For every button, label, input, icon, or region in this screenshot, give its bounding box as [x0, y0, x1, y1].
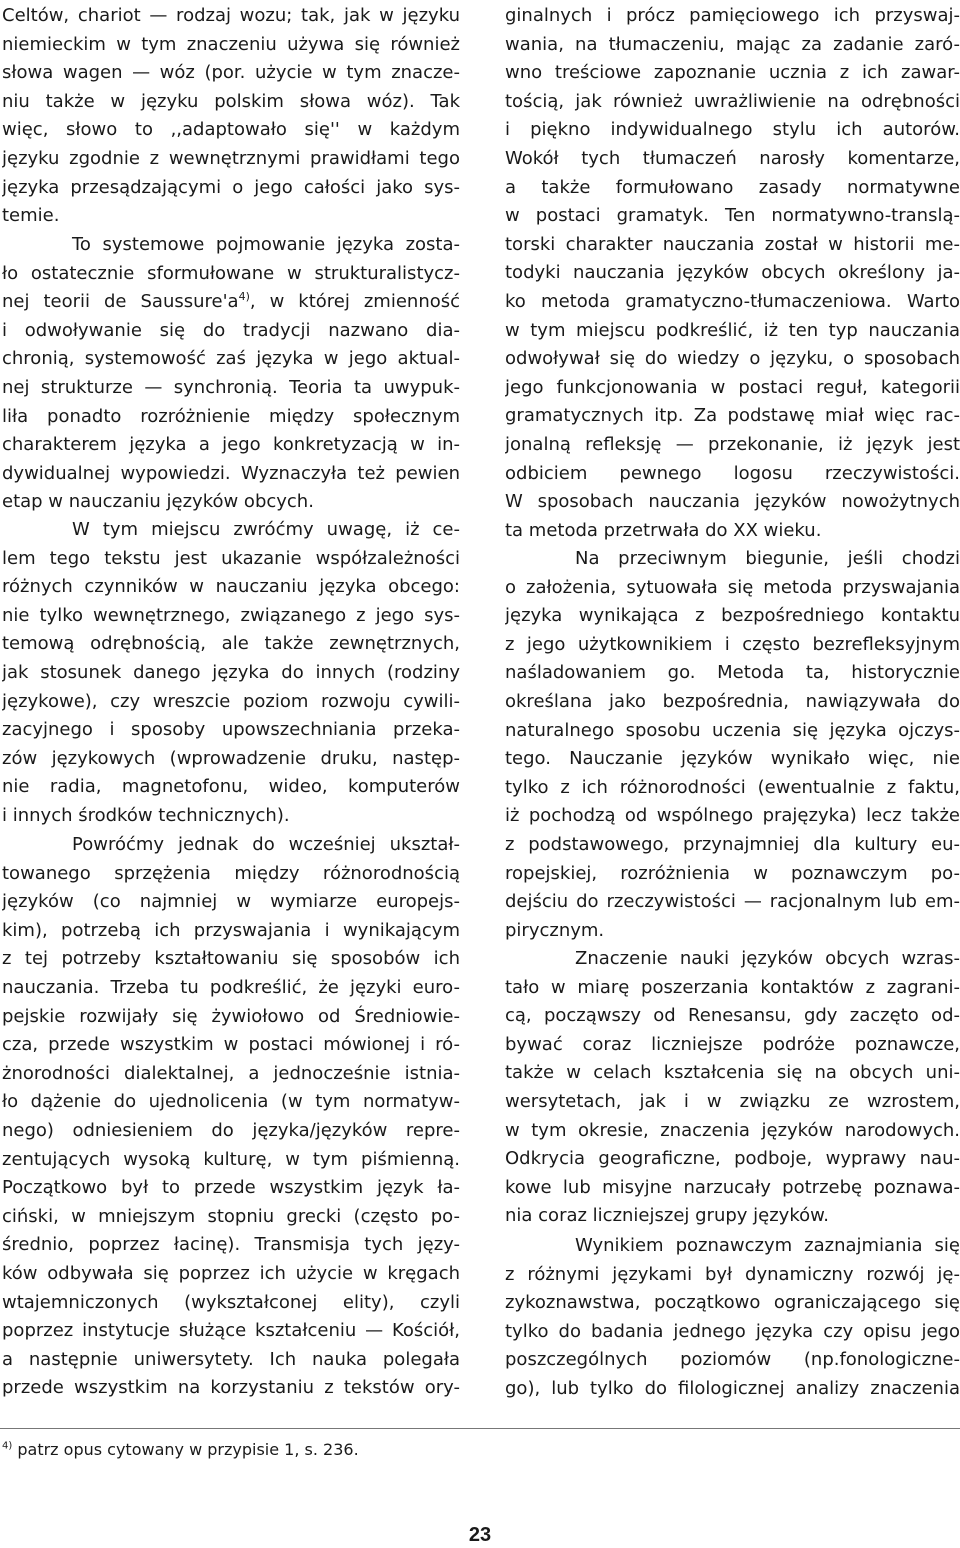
- text-line: języka przesądzającymi o jego całości jako sys-: [2, 176, 460, 198]
- text-line: tego. Nauczanie języków wynikało więc, nie: [505, 748, 960, 770]
- text-fragment: nej teorii de Saussure'a: [2, 291, 239, 313]
- text-line: etap w nauczaniu języków obcych.: [2, 491, 314, 513]
- text-line: ko metoda gramatyczno-tłumaczeniowa. Warto: [505, 291, 960, 312]
- footnote-separator: [0, 1428, 960, 1429]
- text-line: pirycznym.: [505, 919, 605, 941]
- text-line: zów językowych (wprowadzenie druku, następ-: [2, 747, 460, 769]
- text-line: towanego sprzężenia między różnorodnością: [2, 862, 460, 884]
- text-line: pejskie rozwijały się żywiołowo od Średniowie-: [2, 1005, 460, 1027]
- text-line: w postaci gramatyk. Ten normatywno-translą-: [505, 205, 960, 227]
- text-line: o założenia, sytuowała się metoda przyswajania: [505, 576, 960, 598]
- text-line: nia coraz liczniejszej grupy języków.: [505, 1205, 829, 1227]
- text-line: wersytetach, jak i w związku ze wzrostem,: [505, 1091, 960, 1112]
- text-line: nej strukturze — synchronią. Teoria ta uwypuk-: [2, 377, 460, 398]
- text-line: przede wszystkim na korzystaniu z tekstów ory-: [2, 1377, 460, 1399]
- text-line: jonalną refleksję — przekonanie, iż język jest: [505, 434, 960, 455]
- text-line: języków (co najmniej w wymiarze europejs-: [2, 891, 460, 913]
- text-line: z jego użytkownikiem i często bezrefleksyjnym: [505, 633, 960, 655]
- footnote: [2, 1440, 359, 1460]
- text-line: ropejskiej, rozróżnienia w poznawczym po-: [505, 862, 960, 884]
- text-line: kim), potrzebą ich przyswajania i wynikającym: [2, 919, 460, 941]
- text-line: gramatycznych itp. Za podstawę miał więc rac-: [505, 405, 960, 427]
- text-line: charakterem języka a jego konkretyzacją w in-: [2, 434, 460, 456]
- text-line: niemieckim w tym znaczeniu używa się również: [2, 33, 460, 55]
- text-line: tylko z ich różnorodności (ewentualnie z faktu,: [505, 776, 960, 798]
- text-line: lem tego tekstu jest ukazanie współzależności: [2, 547, 460, 569]
- text-line: tością, jak również uwrażliwienie na odrębności: [505, 90, 960, 112]
- text-line: nie radia, magnetofonu, wideo, komputerów: [2, 776, 460, 798]
- text-line: ków odbywała się poprzez ich użycie w kręgach: [2, 1263, 460, 1284]
- text-line: i piękno indywidualnego stylu ich autorów.: [505, 119, 960, 141]
- footnote-marker: 4): [2, 1440, 13, 1452]
- text-line: tało w miarę poszerzania kontaktów z zagrani-: [505, 976, 960, 998]
- text-line: cą, począwszy od Renesansu, gdy zaczęto od-: [505, 1005, 960, 1027]
- text-line: dejściu do rzeczywistości — racjonalnym lub em-: [505, 891, 960, 913]
- text-line: wno treściowe zapoznanie ucznia z ich zawar-: [505, 62, 960, 84]
- text-line: języka wynikająca z bezpośredniego kontaktu: [505, 605, 960, 627]
- text-line: Wynikiem poznawczym zaznajmiania się: [575, 1235, 960, 1256]
- text-line: ciński, w mniejszym stopniu grecki (często po-: [2, 1205, 460, 1227]
- text-line: w tym miejscu podkreślić, iż ten typ nauczania: [505, 319, 960, 341]
- text-line: W sposobach nauczania języków nowożytnych: [505, 491, 960, 513]
- text-line: chronią, systemowość zaś języka w jego aktual-: [2, 348, 460, 370]
- text-line: poprzez instytucje służące kształceniu — Kościół,: [2, 1320, 460, 1342]
- text-line: zentujących wysoką kulturę, w tym piśmienną.: [2, 1148, 460, 1170]
- text-line: nie tylko wewnętrznego, związanego z jego sys-: [2, 604, 460, 626]
- text-line: kowe lub misyjne narzucały potrzebę poznawa-: [505, 1176, 960, 1198]
- text-line: poszczególnych poziomów (np.fonologiczne-: [505, 1349, 960, 1371]
- text-line: z podstawowego, przynajmniej dla kultury eu-: [505, 834, 960, 855]
- text-line: nauczania. Trzeba tu podkreślić, że języki euro-: [2, 977, 460, 998]
- text-line: naśladowaniem go. Metoda ta, historycznie: [505, 662, 960, 684]
- text-line: z różnymi językami był dynamiczny rozwój ję-: [505, 1263, 960, 1285]
- text-line: językowe), czy wreszcie poziom rozwoju cywili-: [2, 690, 460, 712]
- footnote-text: patrz opus cytowany w przypisie 1, s. 236.: [17, 1440, 359, 1459]
- text-line: torski charakter nauczania został w historii me-: [505, 233, 960, 255]
- text-line: Na przeciwnym biegunie, jeśli chodzi: [575, 548, 960, 569]
- text-line: i odwoływanie się do tradycji nazwano dia-: [2, 319, 460, 341]
- text-line: ło dążenie do ujednolicenia (w tym normatyw-: [2, 1091, 460, 1113]
- text-line: z tej potrzeby kształtowaniu się sposobów ich: [2, 948, 460, 970]
- text-line: zacyjnego i sposoby upowszechniania przeka-: [2, 719, 460, 741]
- text-line: dywidualnej wypowiedzi. Wyznaczyła też pewien: [2, 462, 460, 484]
- text-line: naturalnego sposobu uczenia się języka ojczys-: [505, 719, 960, 741]
- text-line: słowa wagen — wóz (por. użycie w tym znacze-: [2, 62, 460, 84]
- text-line: Wokół tych tłumaczeń narosły komentarze,: [505, 148, 960, 169]
- text-line: także w celach kształcenia się na obcych uni-: [505, 1062, 960, 1084]
- text-line: wtajemniczonych (wykształconej elity), czyli: [2, 1291, 460, 1313]
- text-line: wania, na tłumaczeniu, mając za zadanie zaró-: [505, 33, 960, 55]
- text-line: jak stosunek danego języka do innych (rodziny: [2, 662, 460, 683]
- text-line: W tym miejscu zwróćmy uwagę, iż ce-: [72, 519, 460, 540]
- text-line: średnio, poprzez łacinę). Transmisja tych języ-: [2, 1234, 460, 1256]
- page-number: 23: [468, 1524, 492, 1546]
- text-line: nego) odniesieniem do języka/języków repre-: [2, 1120, 460, 1141]
- text-line: określana jako bezpośrednia, nawiązywała do: [505, 691, 960, 712]
- text-fragment: , w której zmienność: [249, 291, 460, 313]
- text-line: niu także w języku polskim słowa wóz). Tak: [2, 90, 460, 112]
- text-line: Powróćmy jednak do wcześniej ukształ-: [72, 834, 460, 855]
- text-line: zykoznawstwa, początkowo ograniczającego się: [505, 1292, 960, 1314]
- text-line: go), lub tylko do filologicznej analizy znaczenia: [505, 1378, 960, 1399]
- text-line: To systemowe pojmowanie języka zosta-: [72, 234, 460, 255]
- text-line: odwoływał się do wiedzy o języku, o sposobach: [505, 348, 960, 370]
- text-line: Odkrycia geograficzne, podboje, wyprawy nau-: [505, 1148, 960, 1170]
- text-line: tylko do badania jednego języka czy opisu jego: [505, 1320, 960, 1342]
- text-line: ta metoda przetrwała do XX wieku.: [505, 519, 822, 541]
- text-line: Znaczenie nauki języków obcych wzras-: [575, 948, 960, 969]
- text-line: w tym okresie, znaczenia języków narodowych.: [505, 1119, 960, 1141]
- footnote-reference[interactable]: 4): [238, 290, 250, 304]
- text-line: więc, słowo to ,,adaptowało się'' w każdym: [2, 119, 460, 141]
- text-line: cza, przede wszystkim w postaci mówionej i ró-: [2, 1034, 460, 1056]
- text-line: bywać coraz liczniejsze podróże poznawcze,: [505, 1033, 960, 1055]
- text-line: iż pochodzą od wspólnego prajęzyka) lecz także: [505, 805, 960, 827]
- text-line: różnych czynników w nauczaniu języka obcego:: [2, 576, 460, 598]
- text-line: ginalnych i prócz pamięciowego ich przyswaj-: [505, 5, 960, 26]
- text-line: liła ponadto rozróżnienie między społecznym: [2, 405, 460, 427]
- text-line: Celtów, chariot — rodzaj wozu; tak, jak w języku: [2, 5, 460, 26]
- text-line: języku zgodnie z wewnętrznymi prawidłami tego: [2, 148, 460, 169]
- text-line: żnorodności dialektalnej, a jednocześnie istnia-: [2, 1062, 460, 1084]
- text-line: todyki nauczania języków obcych określony ja-: [505, 262, 960, 284]
- text-line-with-footnote-ref: [2, 288, 460, 317]
- text-line: odbiciem pewnego logosu rzeczywistości.: [505, 462, 960, 484]
- text-line: jego funkcjonowania w postaci reguł, kategorii: [505, 376, 960, 398]
- text-line: ło ostatecznie sformułowane w strukturalistycz-: [2, 262, 460, 284]
- text-line: i innych środków technicznych).: [2, 805, 290, 826]
- text-line: temie.: [2, 205, 60, 227]
- text-line: temową odrębnością, ale także zewnętrznych,: [2, 633, 460, 655]
- text-line: Początkowo był to przede wszystkim język ła-: [2, 1177, 460, 1199]
- text-line: a następnie uniwersytety. Ich nauka polegała: [2, 1348, 460, 1370]
- text-line: a także formułowano zasady normatywne: [505, 176, 960, 198]
